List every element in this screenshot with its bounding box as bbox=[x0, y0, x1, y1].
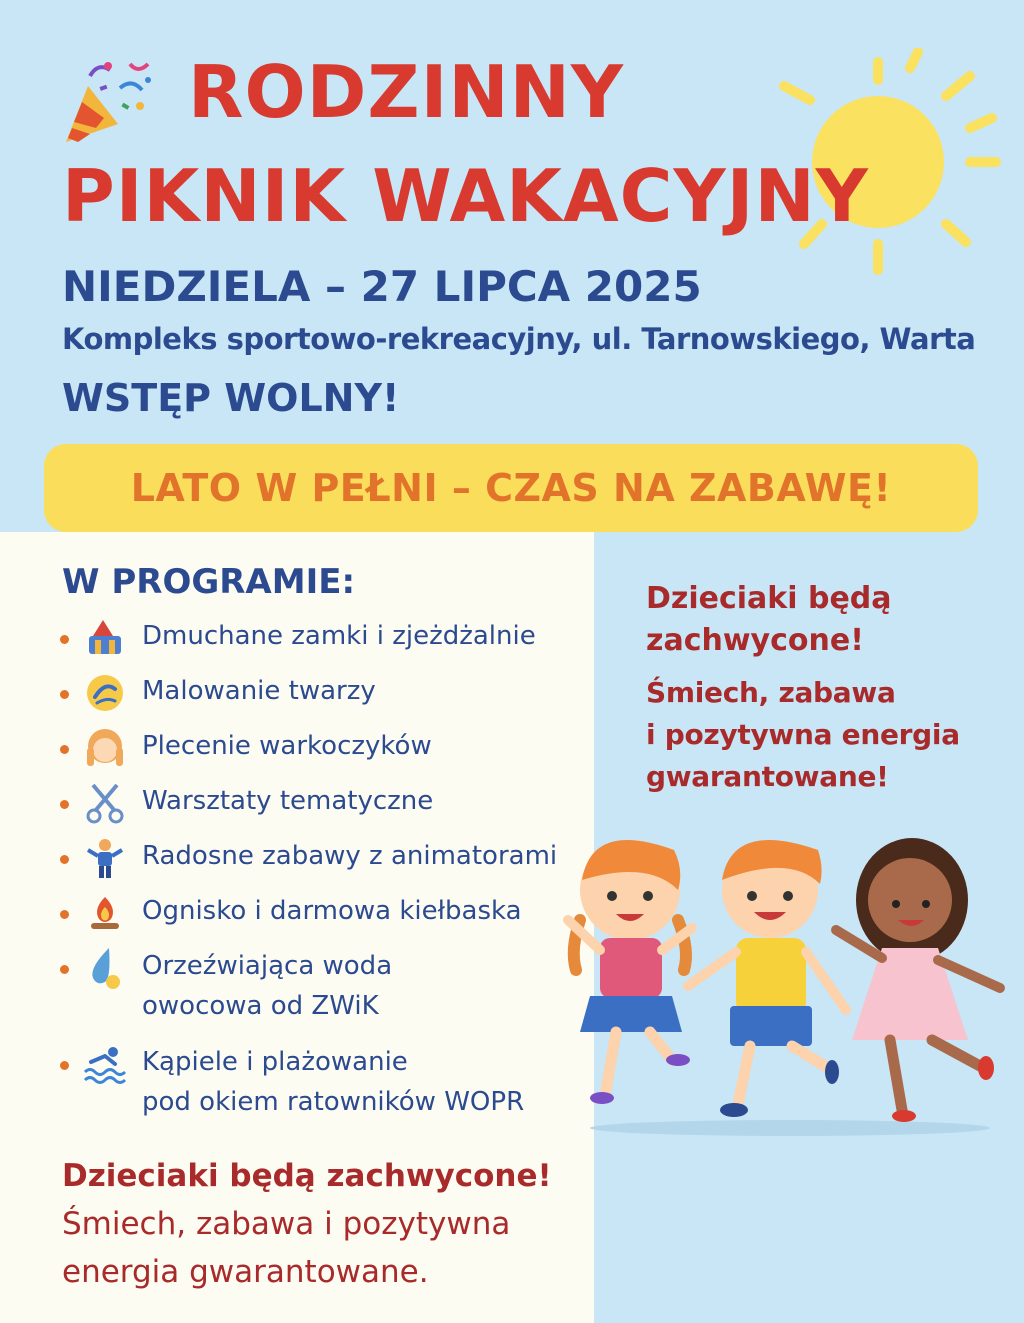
boy-middle-figure bbox=[688, 840, 846, 1117]
program-item-text: Plecenie warkoczyków bbox=[142, 731, 432, 761]
slogan-banner bbox=[44, 444, 978, 532]
bottom-text-line-2: energia gwarantowane. bbox=[62, 1254, 429, 1290]
bottom-headline: Dzieciaki będą zachwycone! bbox=[62, 1158, 552, 1194]
list-item bbox=[60, 891, 580, 935]
list-item bbox=[60, 616, 580, 660]
girl-left-figure bbox=[568, 840, 692, 1104]
list-item bbox=[60, 781, 580, 825]
program-item-text: Warsztaty tematyczne bbox=[142, 786, 434, 816]
program-heading: W PROGRAMIE: bbox=[62, 562, 356, 602]
braids-icon bbox=[83, 726, 127, 770]
free-entry-label: WSTĘP WOLNY! bbox=[62, 376, 400, 420]
bouncy-castle-icon bbox=[83, 616, 127, 660]
bullet-dot bbox=[60, 965, 69, 974]
campfire-icon bbox=[83, 891, 127, 935]
swimming-icon bbox=[83, 1042, 127, 1086]
program-item-text: Radosne zabawy z animatorami bbox=[142, 841, 558, 871]
girl-right-figure bbox=[836, 838, 1000, 1122]
event-location: Kompleks sportowo-rekreacyjny, ul. Tarnowskiego, Warta bbox=[62, 322, 976, 356]
program-item-text: Ognisko i darmowa kiełbaska bbox=[142, 896, 522, 926]
program-item-text: Orzeźwiająca woda owocowa od ZWiK bbox=[142, 951, 393, 1021]
kids-illustration bbox=[560, 810, 1020, 1140]
list-item bbox=[60, 836, 580, 880]
side-text: Śmiech, zabawa i pozytywna energia gwarantowane! bbox=[646, 676, 960, 793]
program-item-text: Kąpiele i plażowanie pod okiem ratowników WOPR bbox=[142, 1047, 525, 1117]
bullet-dot bbox=[60, 1061, 69, 1070]
bullet-dot bbox=[60, 800, 69, 809]
side-headline: Dzieciaki będą zachwycone! bbox=[646, 581, 892, 658]
water-drop-icon bbox=[83, 946, 127, 990]
bullet-dot bbox=[60, 745, 69, 754]
title-line-2: PIKNIK WAKACYJNY bbox=[62, 154, 869, 238]
title-line-1: RODZINNY bbox=[188, 50, 625, 134]
bullet-dot bbox=[60, 855, 69, 864]
bullet-dot bbox=[60, 635, 69, 644]
bullet-dot bbox=[60, 690, 69, 699]
program-item-text: Malowanie twarzy bbox=[142, 676, 376, 706]
slogan-text: LATO W PEŁNI – CZAS NA ZABAWĘ! bbox=[130, 466, 892, 510]
scissors-icon bbox=[83, 781, 127, 825]
party-popper-icon bbox=[60, 56, 160, 152]
animator-icon bbox=[83, 836, 127, 880]
list-item bbox=[60, 726, 580, 770]
event-date: NIEDZIELA – 27 LIPCA 2025 bbox=[62, 262, 702, 311]
list-item bbox=[60, 1042, 580, 1122]
program-item-text: Dmuchane zamki i zjeżdżalnie bbox=[142, 621, 536, 651]
bullet-dot bbox=[60, 910, 69, 919]
list-item bbox=[60, 946, 580, 1026]
bottom-text-line-1: Śmiech, zabawa i pozytywna bbox=[62, 1206, 511, 1242]
list-item bbox=[60, 671, 580, 715]
face-paint-icon bbox=[83, 671, 127, 715]
